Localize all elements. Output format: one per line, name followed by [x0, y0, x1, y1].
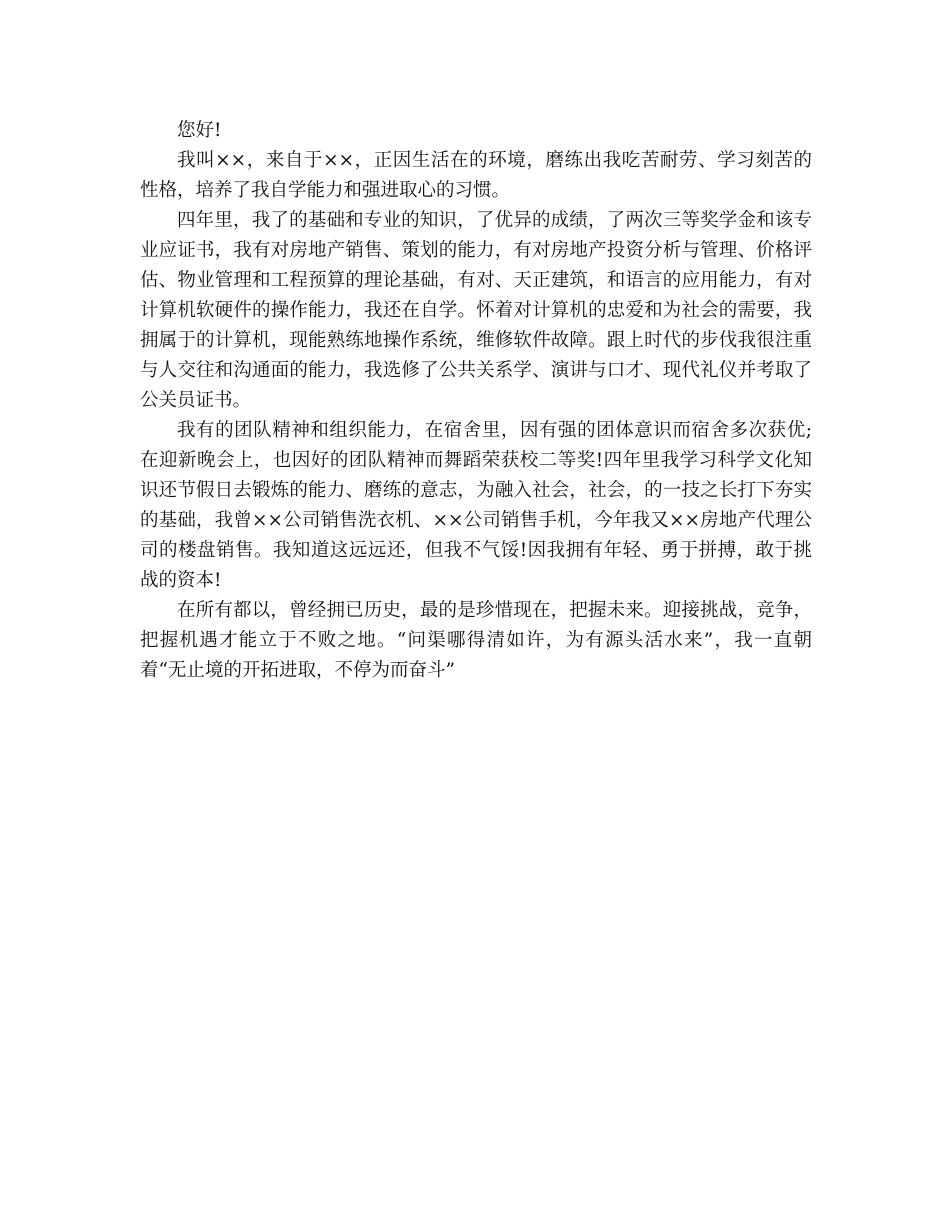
paragraph-greeting: 您好!: [177, 120, 222, 141]
paragraph-skills: 四年里，我了的基础和专业的知识，了优异的成绩，了两次三等奖学金和该专业应证书，我有对房地产销售、策划的能力，有对房地产投资分析与管理、价格评估、物业管理和工程预算的理论基础，有对、天正建筑，和语言的应用能力，有对计算机软硬件的操作能力，我还在自学。怀着对计算机的忠爱和为社会的需要，我拥属于的计算机，现能熟练地操作系统，维修软件故障。跟上时代的步伐我很注重与人交往和沟通面的能力，我选修了公共关系学、演讲与口才、现代礼仪并考取了公关员证书。: [140, 210, 812, 411]
paragraph-teamwork: 我有的团队精神和组织能力，在宿舍里，因有强的团体意识而宿舍多次获优;在迎新晚会上，也因好的团队精神而舞蹈荣获校二等奖!四年里我学习科学文化知识还节假日去锻炼的能力、磨练的意志，为融入社会，社会，的一技之长打下夯实的基础，我曾××公司销售洗衣机、××公司销售手机，今年我又××房地产代理公司的楼盘销售。我知道这远远还，但我不气馁!因我拥有年轻、勇于拼搏，敢于挑战的资本!: [140, 420, 812, 591]
paragraph-introduction: 我叫××，来自于××，正因生活在的环境，磨练出我吃苦耐劳、学习刻苦的性格，培养了我自学能力和强进取心的习惯。: [140, 150, 812, 201]
paragraph-closing: 在所有都以，曾经拥已历史，最的是珍惜现在，把握未来。迎接挑战，竞争，把握机遇才能立于不败之地。“问渠哪得清如许，为有源头活水来”，我一直朝着“无止境的开拓进取，不停为而奋斗”: [140, 600, 812, 681]
letter-body: [140, 116, 812, 686]
